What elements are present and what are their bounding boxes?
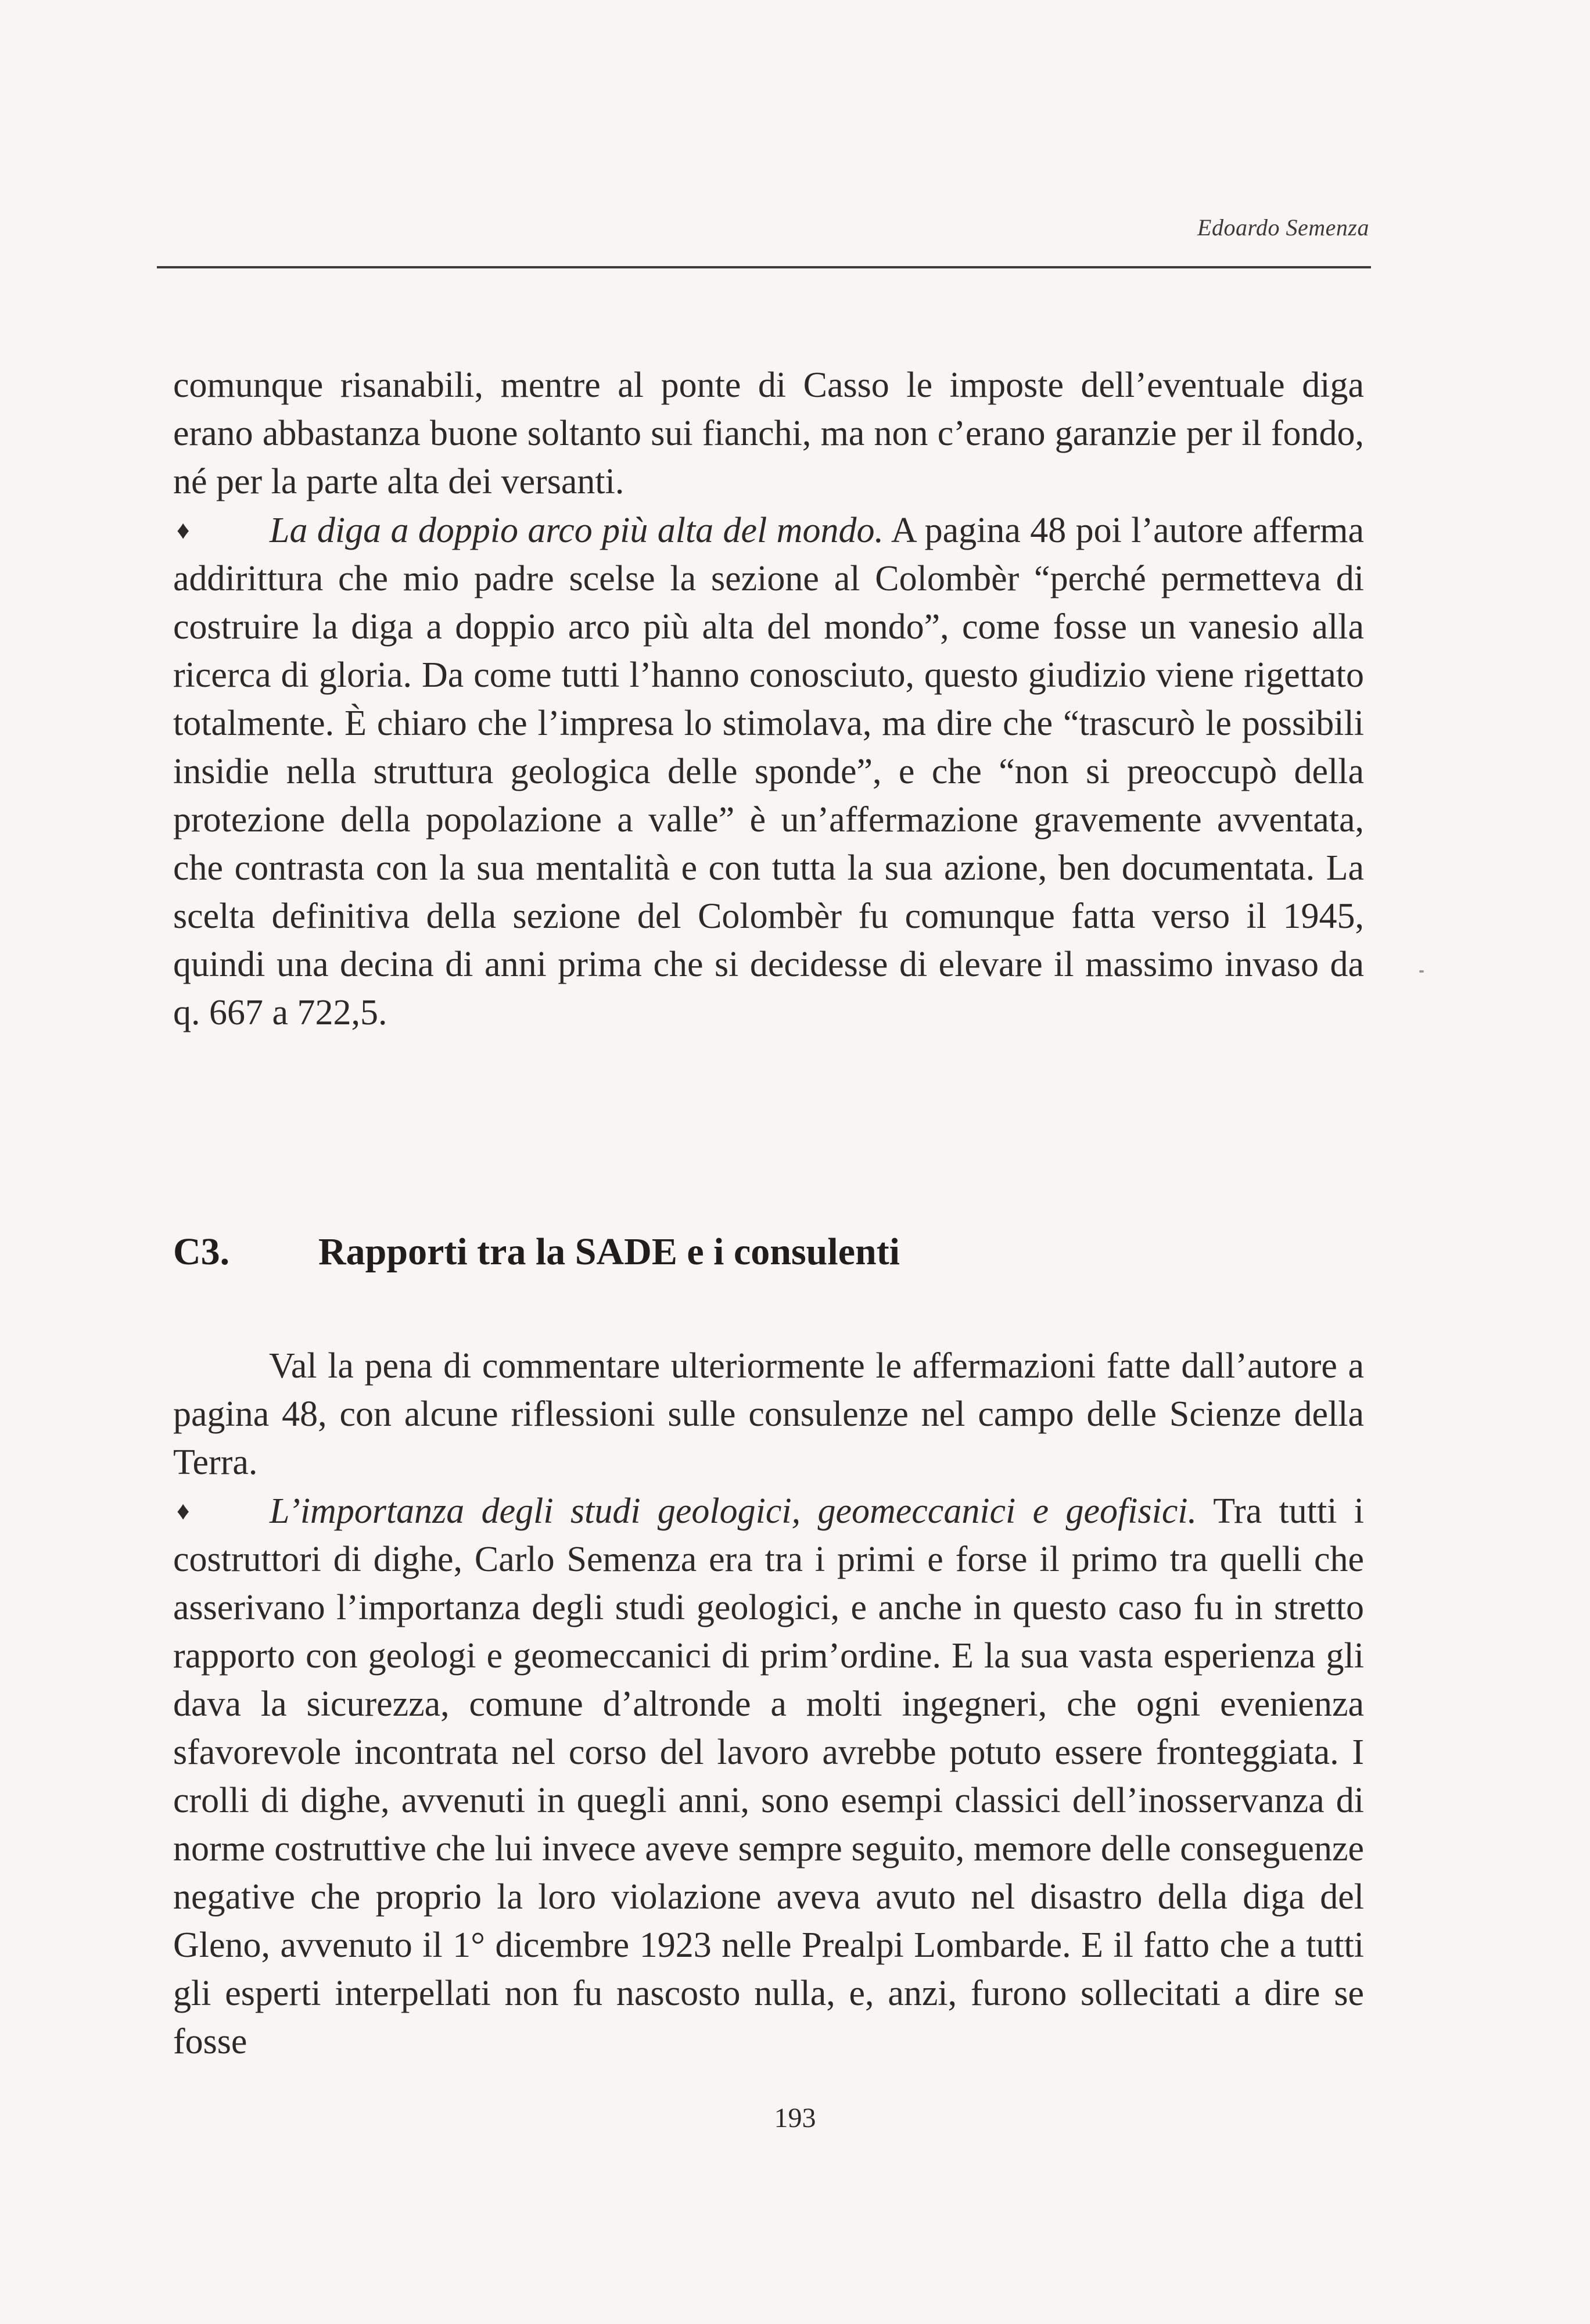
bullet-item-importanza — [173, 1487, 1364, 2066]
bullet-item-title: La diga a doppio arco più alta del mondo. — [270, 511, 884, 550]
scan-speck — [1419, 970, 1424, 973]
continuation-paragraph: comunque risanabili, mentre al ponte di Casso le imposte dell’eventuale diga erano abbastanza buone soltanto sui fianchi, ma non c’erano garanzie per il fondo, né per la parte alta dei versanti. — [173, 365, 1364, 501]
text-block-top — [173, 361, 1364, 1037]
intro-paragraph: Val la pena di commentare ulteriormente le affermazioni fatte dall’autore a pagina 48, con alcune riflessioni sulle consulenze nel campo delle Scienze della Terra. — [173, 1346, 1364, 1482]
diamond-bullet-icon: ♦ — [177, 516, 190, 544]
bullet-item-text: A pagina 48 poi l’autore afferma addirittura che mio padre scelse la sezione al Colombèr “perché permetteva di costruire la diga a doppio arco più alta del mondo”, come fosse un vanesio alla ricerca di gloria. Da come tutti l’hanno conosciuto, questo giudizio viene rigettato totalmente. È chiaro che l’impresa lo stimolava, ma dire che “trascurò le possibili insidie nella struttura geologica delle sponde”, e che “non si preoccupò della protezione della popolazione a valle” è un’affermazione gravemente avventata, che contrasta con la sua mentalità e con tutta la sua azione, ben documentata. La scelta definitiva della sezione del Colombèr fu comunque fatta verso il 1945, quindi una decina di anni prima che si decidesse di elevare il massimo invaso da q. 667 a 722,5. — [173, 511, 1364, 1032]
section-number: C3. — [173, 1231, 230, 1273]
diamond-bullet-icon: ♦ — [177, 1497, 190, 1525]
bullet-item-text: Tra tutti i costruttori di dighe, Carlo Semenza era tra i primi e forse il primo tra quelli che asserivano l’importanza degli studi geologici, e anche in questo caso fu in stretto rapporto con geologi e geomeccanici di prim’ordine. E la sua vasta esperienza gli dava la sicurezza, comune d’altronde a molti ingegneri, che ogni evenienza sfavorevole incontrata nel corso del lavoro avrebbe potuto essere fronteggiata. I crolli di dighe, avvenuti in quegli anni, sono esempi classici dell’inosservanza di norme costruttive che lui invece aveve sempre seguito, memore delle conseguenze negative che proprio la loro violazione aveva avuto nel disastro della diga del Gleno, avvenuto il 1° dicembre 1923 nelle Prealpi Lombarde. E il fatto che a tutti gli esperti interpellati non fu nascosto nulla, e, anzi, furono sollecitati a dire se fosse — [173, 1491, 1364, 2061]
text-block-bottom — [173, 1342, 1364, 2066]
page-number: 193 — [774, 2103, 816, 2133]
header-rule — [157, 266, 1371, 268]
bullet-item-diga — [173, 506, 1364, 1037]
section-heading — [173, 1230, 900, 1274]
bullet-item-title: L’importanza degli studi geologici, geomeccanici e geofisici. — [270, 1491, 1197, 1531]
running-head: Edoardo Semenza — [1197, 214, 1369, 241]
section-title: Rapporti tra la SADE e i consulenti — [318, 1231, 900, 1273]
